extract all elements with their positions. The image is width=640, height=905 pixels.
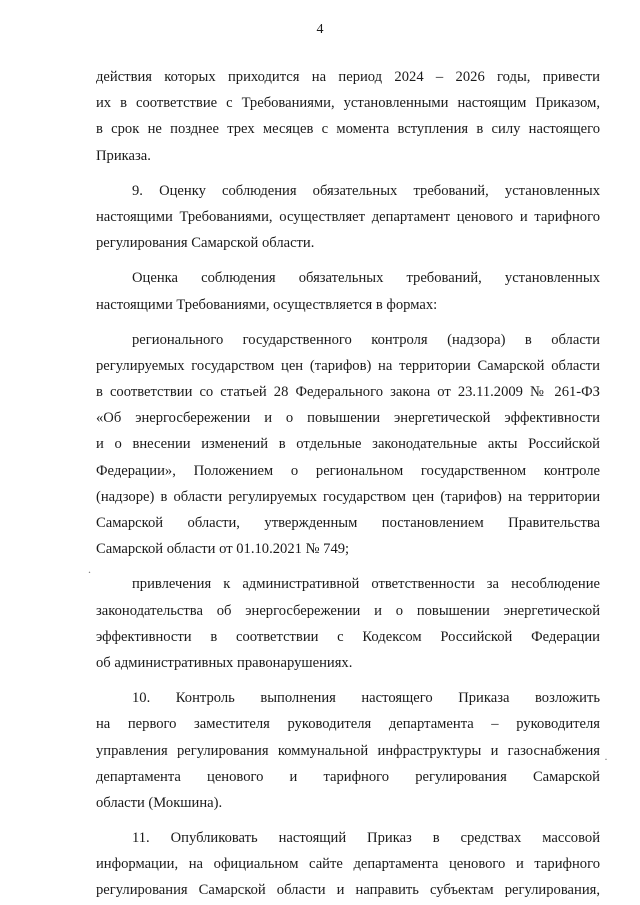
paragraph-item-9-form-1 xyxy=(96,327,600,563)
text-line: 9. Оценку соблюдения обязательных требований, установленных xyxy=(132,182,600,199)
paragraph-gap xyxy=(96,318,600,327)
document-body xyxy=(96,64,600,904)
scan-mark: · xyxy=(604,752,608,766)
text-line: «Об энергосбережении и о повышении энергетической эффективности xyxy=(96,410,600,427)
paragraph-gap xyxy=(96,256,600,265)
paragraph-gap xyxy=(96,816,600,825)
text-line: Оценка соблюдения обязательных требований, установленных xyxy=(132,270,600,287)
text-line: регулирования Самарской области. xyxy=(96,235,315,252)
text-line: на первого заместителя руководителя департамента – руководителя xyxy=(96,716,600,733)
text-line: 10. Контроль выполнения настоящего Приказа возложить xyxy=(132,690,600,707)
text-line: управления регулирования коммунальной инфраструктуры и газоснабжения xyxy=(96,742,600,759)
paragraph-item-9-form-2 xyxy=(96,571,600,676)
text-line: регионального государственного контроля (надзора) в области xyxy=(132,331,600,348)
text-line: привлечения к административной ответственности за несоблюдение xyxy=(132,576,600,593)
paragraph-item-9 xyxy=(96,178,600,257)
text-line: действия которых приходится на период 2024 – 2026 годы, привести xyxy=(96,69,600,85)
paragraph-item-9-forms xyxy=(96,265,600,317)
text-line: в соответствии со статьей 28 Федерального закона от 23.11.2009 № 261-ФЗ xyxy=(96,384,600,401)
text-line: информации, на официальном сайте департамента ценового и тарифного xyxy=(96,856,600,873)
paragraph-gap xyxy=(96,169,600,178)
text-line: настоящими Требованиями, осуществляется в формах: xyxy=(96,296,438,313)
text-line: Приказа. xyxy=(96,147,151,164)
text-line: об административных правонарушениях. xyxy=(96,654,353,671)
paragraph-gap xyxy=(96,676,600,685)
text-line: эффективности в соответствии с Кодексом Российской Федерации xyxy=(96,628,600,645)
text-line: в срок не позднее трех месяцев с момента вступления в силу настоящего xyxy=(96,121,600,138)
text-line: Самарской области от 01.10.2021 № 749; xyxy=(96,541,350,558)
text-line: Самарской области, утвержденным постановлением Правительства xyxy=(96,515,600,531)
page-number: 4 xyxy=(316,22,324,37)
paragraph-gap xyxy=(96,562,600,571)
text-line: департамента ценового и тарифного регулирования Самарской xyxy=(96,768,600,785)
scan-mark: . xyxy=(88,562,91,576)
paragraph-cont-8 xyxy=(96,64,600,169)
paragraph-item-11 xyxy=(96,825,600,904)
text-line: законодательства об энергосбережении и о повышении энергетической xyxy=(96,602,600,619)
text-line: регулируемых государством цен (тарифов) на территории Самарской области xyxy=(96,357,600,374)
text-line: и о внесении изменений в отдельные законодательные акты Российской xyxy=(96,436,600,453)
text-line: регулирования Самарской области и направить субъектам регулирования, xyxy=(96,882,600,899)
text-line: настоящими Требованиями, осуществляет департамент ценового и тарифного xyxy=(96,208,600,225)
text-line: (надзоре) в области регулируемых государством цен (тарифов) на территории xyxy=(96,488,600,505)
text-line: области (Мокшина). xyxy=(96,794,223,811)
paragraph-item-10 xyxy=(96,685,600,816)
text-line: 11. Опубликовать настоящий Приказ в средствах массовой xyxy=(132,830,600,847)
text-line: их в соответствие с Требованиями, установленными настоящим Приказом, xyxy=(96,95,600,112)
text-line: Федерации», Положением о региональном государственном контроле xyxy=(96,462,600,479)
